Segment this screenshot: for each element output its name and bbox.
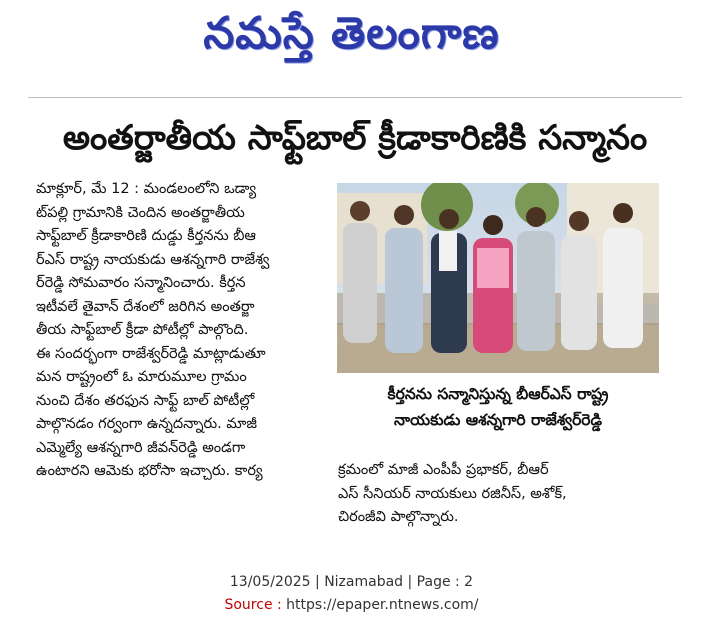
article-text-line: మన రాష్ట్రంలో ఓ మారుమూల గ్రామం [36,369,247,385]
article-text-line: నుంచి దేశం తరఫున సాఫ్ట్ బాల్ పోటీల్లో [36,392,255,409]
caption-line: నాయకుడు ఆశన్నగారి రాజేశ్వర్‌రెడ్డి [394,411,602,429]
article-text-line: చిరంజీవి పాల్గొన్నారు. [338,509,459,525]
photo-caption [337,374,659,440]
article-text-line: ఈ సందర్భంగా రాజేశ్వర్‌రెడ్డి మాట్లాడుతూ [36,345,266,362]
source-link[interactable]: https://epaper.ntnews.com/ [286,597,479,613]
article-text-line: ఎమ్మెల్యే ఆశన్నగారి జీవన్‌రెడ్డి అండగా [36,439,246,456]
top-divider [28,97,682,98]
article-text-line: ర్‌రెడ్డి సోమవారం సన్మానించారు. కీర్తన [36,275,246,291]
edition-info: 13/05/2025 | Nizamabad | Page : 2 [229,574,474,590]
article-text-line: తీయ సాఫ్ట్‌బాల్ క్రీడా పోటీల్లో పాల్గొంది. [36,322,249,338]
headline-text: అంతర్జాతీయ సాఫ్ట్‌బాల్ క్రీడాకారిణికి సన్మానం [62,118,648,158]
photo-illustration [337,183,659,373]
article-text-line: మాక్లూర్, మే 12 : మండలంలోని ఒడ్యా [36,181,257,197]
article-photo [337,183,659,373]
article-text-line: ఎస్ సీనియర్ నాయకులు రజినీస్, అశోక్, [338,485,567,502]
article-body-right-column [338,459,660,530]
source-label: Source : [224,597,287,613]
newspaper-masthead [0,0,703,78]
article-text-line: ట్‌పల్లి గ్రామానికి చెందిన అంతర్జాతీయ [36,204,245,221]
article-text-line: ర్‌ఎస్ రాష్ట్ర నాయకుడు ఆశన్నగారి రాజేశ్వ [36,251,270,268]
article-text-line: ఇటీవలే తైవాన్ దేశంలో జరిగిన అంతర్జా [36,298,255,315]
article-body-left-column [36,178,332,484]
article-text-line: క్రమంలో మాజీ ఎంపీపీ ప్రభాకర్, బీఆర్ [338,462,549,478]
source-line [0,597,703,613]
article-headline [30,114,680,170]
article-text-line: పాల్గొనడం గర్వంగా ఉన్నదన్నారు. మాజీ [36,416,257,432]
masthead-title: నమస్తే తెలంగాణ [203,8,500,59]
article-text-line: సాఫ్ట్‌బాల్ క్రీడాకారిణి దుడ్డు కీర్తనను బీఆ [36,228,256,244]
article-text-line: ఉంటారని ఆమెకు భరోసా ఇచ్చారు. కార్య [36,463,263,479]
caption-line: కీర్తనను సన్మానిస్తున్న బీఆర్‌ఎస్ రాష్ట్ర [387,385,609,403]
